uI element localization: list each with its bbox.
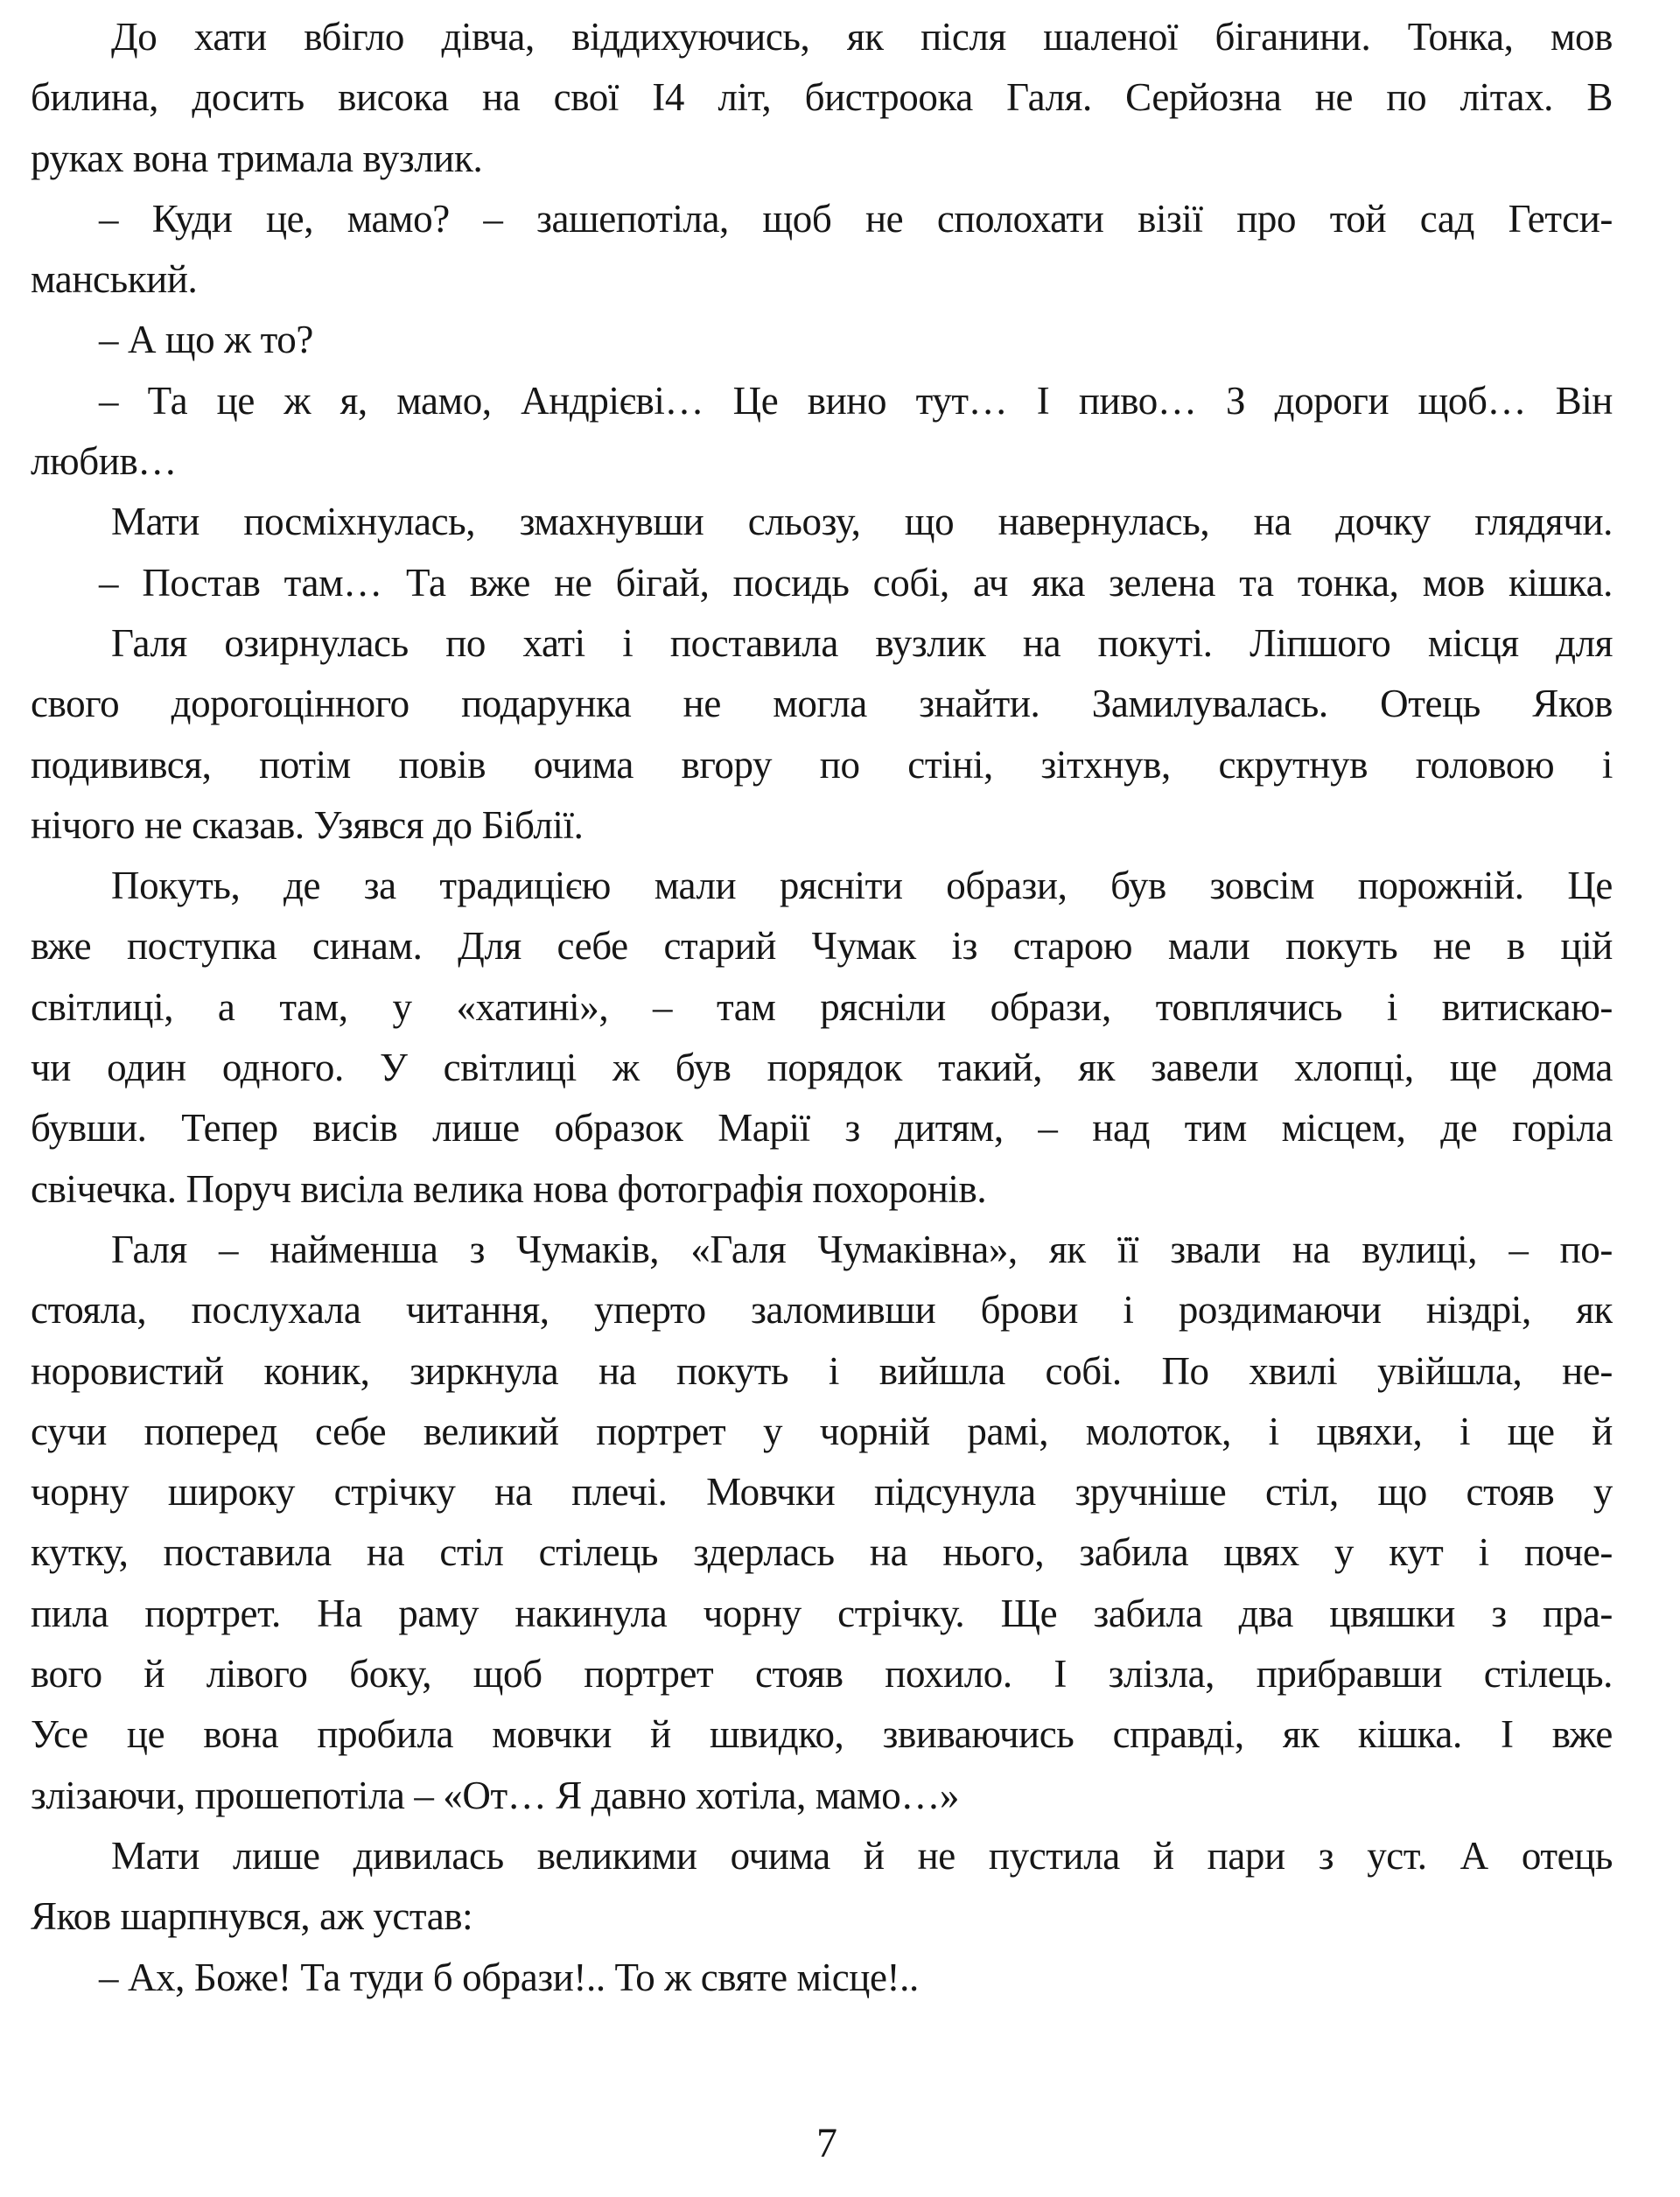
- text-line: пила портрет. На раму накинула чорну стрічку. Ще забила два цвяшки з пра-: [31, 1591, 1613, 1635]
- text-line: Яков шарпнувся, аж устав:: [31, 1894, 473, 1939]
- text-line: До хати вбігло дівча, віддихуючись, як після шаленої біганини. Тонка, мов: [111, 15, 1613, 59]
- text-line: вого й лівого боку, щоб портрет стояв похило. І злізла, прибравши стілець.: [31, 1652, 1613, 1697]
- text-line: подивився, потім повів очима вгору по стіні, зітхнув, скрутнув головою і: [31, 742, 1613, 787]
- text-line: Покуть, де за традицією мали рясніти образи, був зовсім порожній. Це: [111, 864, 1613, 908]
- text-line: бувши. Тепер висів лише образок Марії з дитям, – над тим місцем, де горіла: [31, 1106, 1613, 1151]
- dialogue-line: – А що ж то?: [99, 318, 313, 362]
- book-page-text: [31, 7, 1613, 2008]
- text-line: Мати лише дивилась великими очима й не пустила й пари з уст. А отець: [111, 1833, 1613, 1878]
- text-line: сучи поперед себе великий портрет у чорній рамі, молоток, і цвяхи, і ще й: [31, 1409, 1613, 1453]
- text-line: чорну широку стрічку на плечі. Мовчки підсунула зручніше стіл, що стояв у: [31, 1470, 1613, 1515]
- text-line: нічого не сказав. Узявся до Біблії.: [31, 802, 584, 847]
- text-line: Галя озирнулась по хаті і поставила вузлик на покуті. Ліпшого місця для: [111, 620, 1613, 665]
- text-line: свічечка. Поруч висіла велика нова фотографія похоронів.: [31, 1166, 987, 1211]
- text-line: манський.: [31, 257, 198, 302]
- text-line: Галя – найменша з Чумаків, «Галя Чумаківна», як її звали на вулиці, – по-: [111, 1227, 1613, 1271]
- dialogue-line: – Та це ж я, мамо, Андрієві… Це вино тут… І пиво… З дороги щоб… Він: [99, 378, 1613, 423]
- text-line: чи один одного. У світлиці ж був порядок такий, як завели хлопці, ще дома: [31, 1046, 1613, 1090]
- text-line: любив…: [31, 439, 177, 484]
- text-line: свого дорогоцінного подарунка не могла знайти. Замилувалась. Отець Яков: [31, 682, 1613, 726]
- text-line: Мати посміхнулась, змахнувши сльозу, що навернулась, на дочку глядячи.: [111, 500, 1613, 544]
- text-line: стояла, послухала читання, уперто заломивши брови і роздимаючи ніздрі, як: [31, 1288, 1613, 1333]
- text-line: світлиці, а там, у «хатині», – там рясніли образи, товплячись і витискаю-: [31, 984, 1613, 1029]
- dialogue-line: – Куди це, мамо? – зашепотіла, щоб не сполохати візії про той сад Гетси-: [99, 196, 1613, 241]
- dialogue-line: – Постав там… Та вже не бігай, посидь собі, ач яка зелена та тонка, мов кішка.: [99, 560, 1613, 605]
- text-line: руках вона тримала вузлик.: [31, 136, 483, 180]
- text-line: вже поступка синам. Для себе старий Чумак із старою мали покуть не в цій: [31, 924, 1613, 969]
- text-line: норовистий коник, зиркнула на покуть і вийшла собі. По хвилі увійшла, не-: [31, 1348, 1613, 1393]
- text-line: кутку, поставила на стіл стілець здерлась на нього, забила цвях у кут і поче-: [31, 1530, 1613, 1575]
- text-line: Усе це вона пробила мовчки й швидко, звиваючись справді, як кішка. І вже: [31, 1712, 1613, 1757]
- text-line: злізаючи, прошепотіла – «От… Я давно хотіла, мамо…»: [31, 1773, 960, 1817]
- page-number: 7: [816, 2120, 837, 2166]
- text-line: билина, досить висока на свої І4 літ, бистроока Галя. Серйозна не по літах. В: [31, 75, 1613, 120]
- dialogue-line: – Ах, Боже! Та туди б образи!.. То ж святе місце!..: [99, 1955, 919, 1999]
